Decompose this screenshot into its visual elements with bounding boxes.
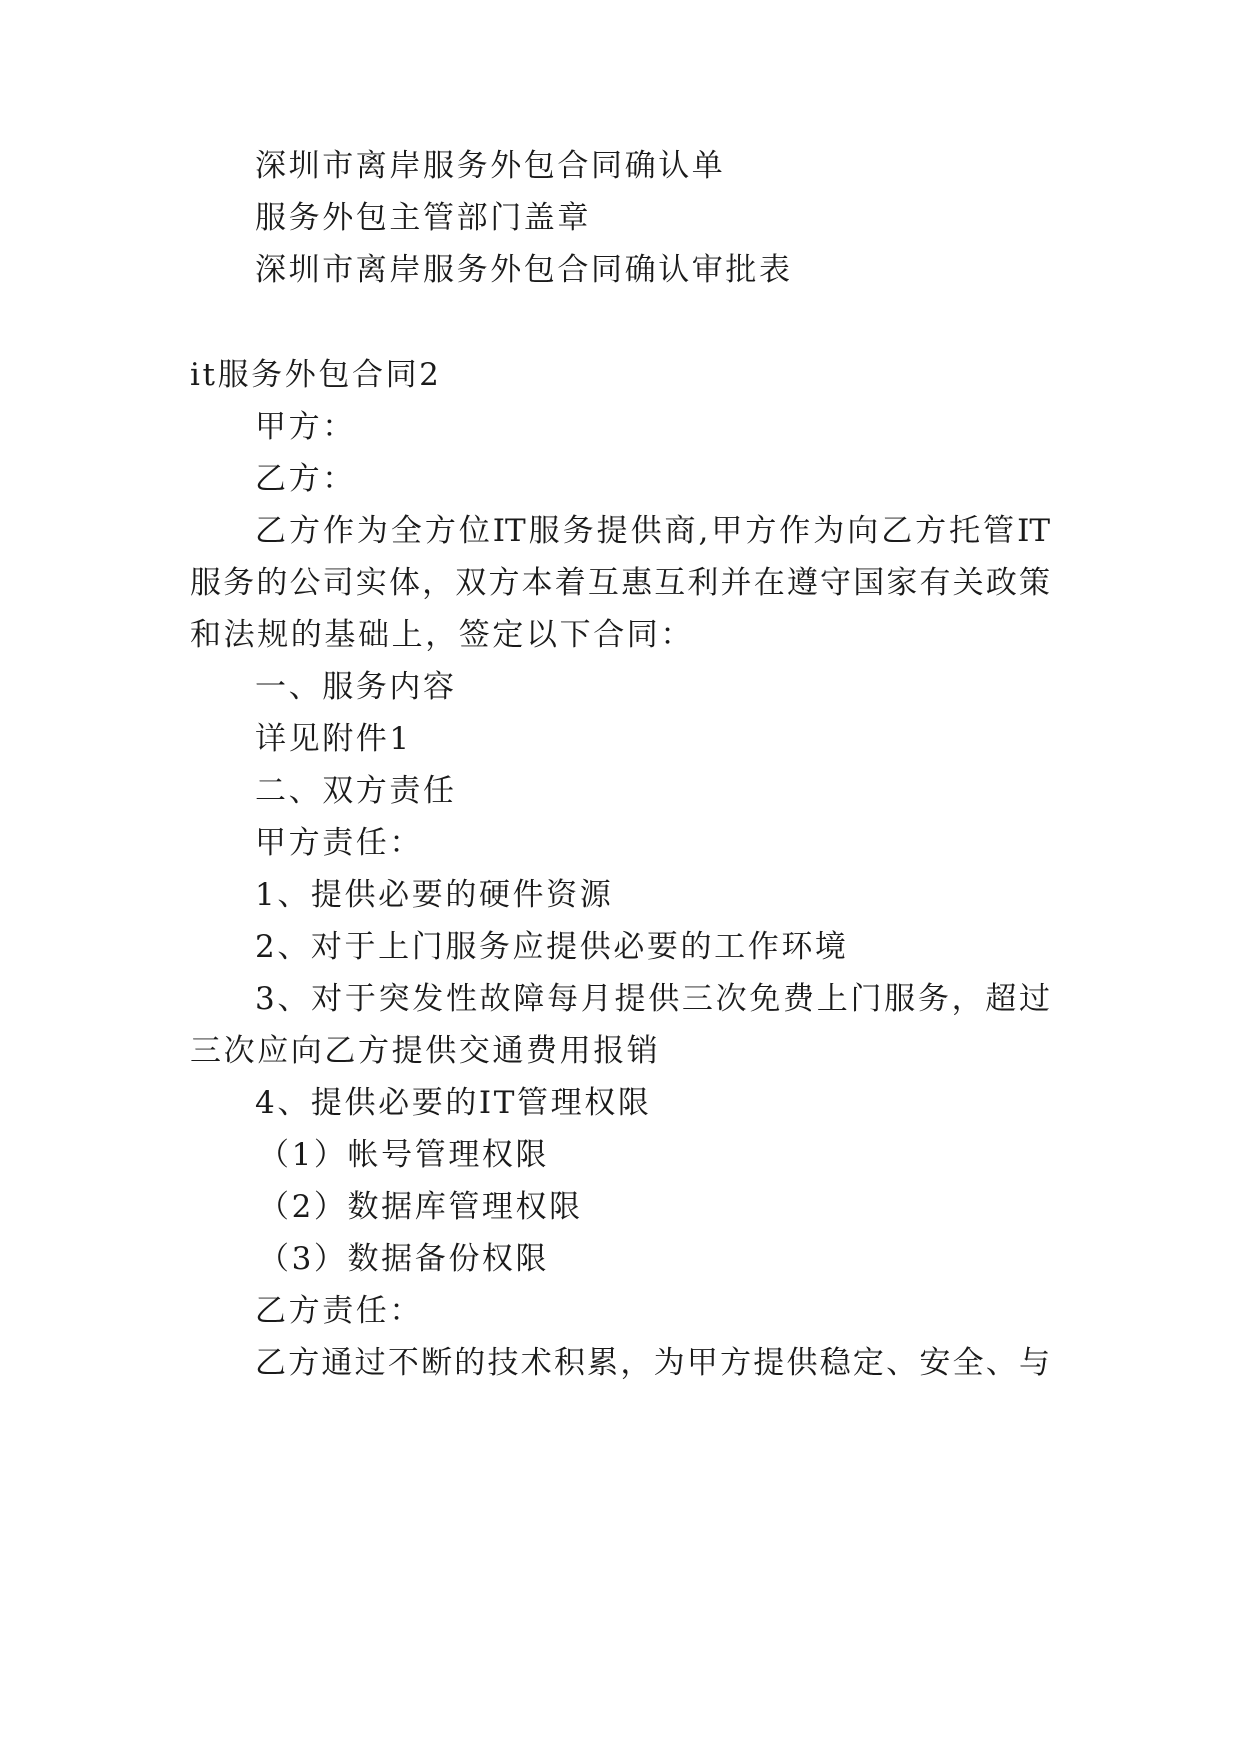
- header-line-3: 深圳市离岸服务外包合同确认审批表: [255, 252, 793, 288]
- header-line-1: 深圳市离岸服务外包合同确认单: [255, 148, 726, 184]
- contract-title: it服务外包合同2: [190, 357, 442, 393]
- party-a-item-4: 4、提供必要的IT管理权限: [255, 1085, 652, 1121]
- section1-heading: 一、服务内容: [255, 669, 457, 705]
- sub-item-2: （2）数据库管理权限: [258, 1189, 583, 1225]
- sub-item-3: （3）数据备份权限: [258, 1241, 550, 1277]
- party-a-item-2: 2、对于上门服务应提供必要的工作环境: [255, 929, 849, 965]
- party-a-label: 甲方：: [255, 409, 356, 445]
- party-b-responsibility-heading: 乙方责任：: [255, 1293, 423, 1329]
- section1-body: 详见附件1: [255, 721, 412, 757]
- intro-line-3: 和法规的基础上，签定以下合同：: [190, 617, 694, 653]
- party-a-item-1: 1、提供必要的硬件资源: [255, 877, 614, 913]
- party-a-responsibility-heading: 甲方责任：: [255, 825, 423, 861]
- intro-line-2: 服务的公司实体，双方本着互惠互利并在遵守国家有关政策: [190, 565, 1050, 601]
- party-b-text: 乙方通过不断的技术积累，为甲方提供稳定、安全、与: [255, 1345, 1050, 1381]
- party-a-item-3-continued: 三次应向乙方提供交通费用报销: [190, 1033, 661, 1069]
- party-a-item-3: 3、对于突发性故障每月提供三次免费上门服务，超过: [255, 981, 1050, 1017]
- section2-heading: 二、双方责任: [255, 773, 457, 809]
- header-line-2: 服务外包主管部门盖章: [255, 200, 591, 236]
- sub-item-1: （1）帐号管理权限: [258, 1137, 550, 1173]
- party-b-label: 乙方：: [255, 461, 356, 497]
- intro-line-1: 乙方作为全方位IT服务提供商,甲方作为向乙方托管IT: [255, 513, 1050, 549]
